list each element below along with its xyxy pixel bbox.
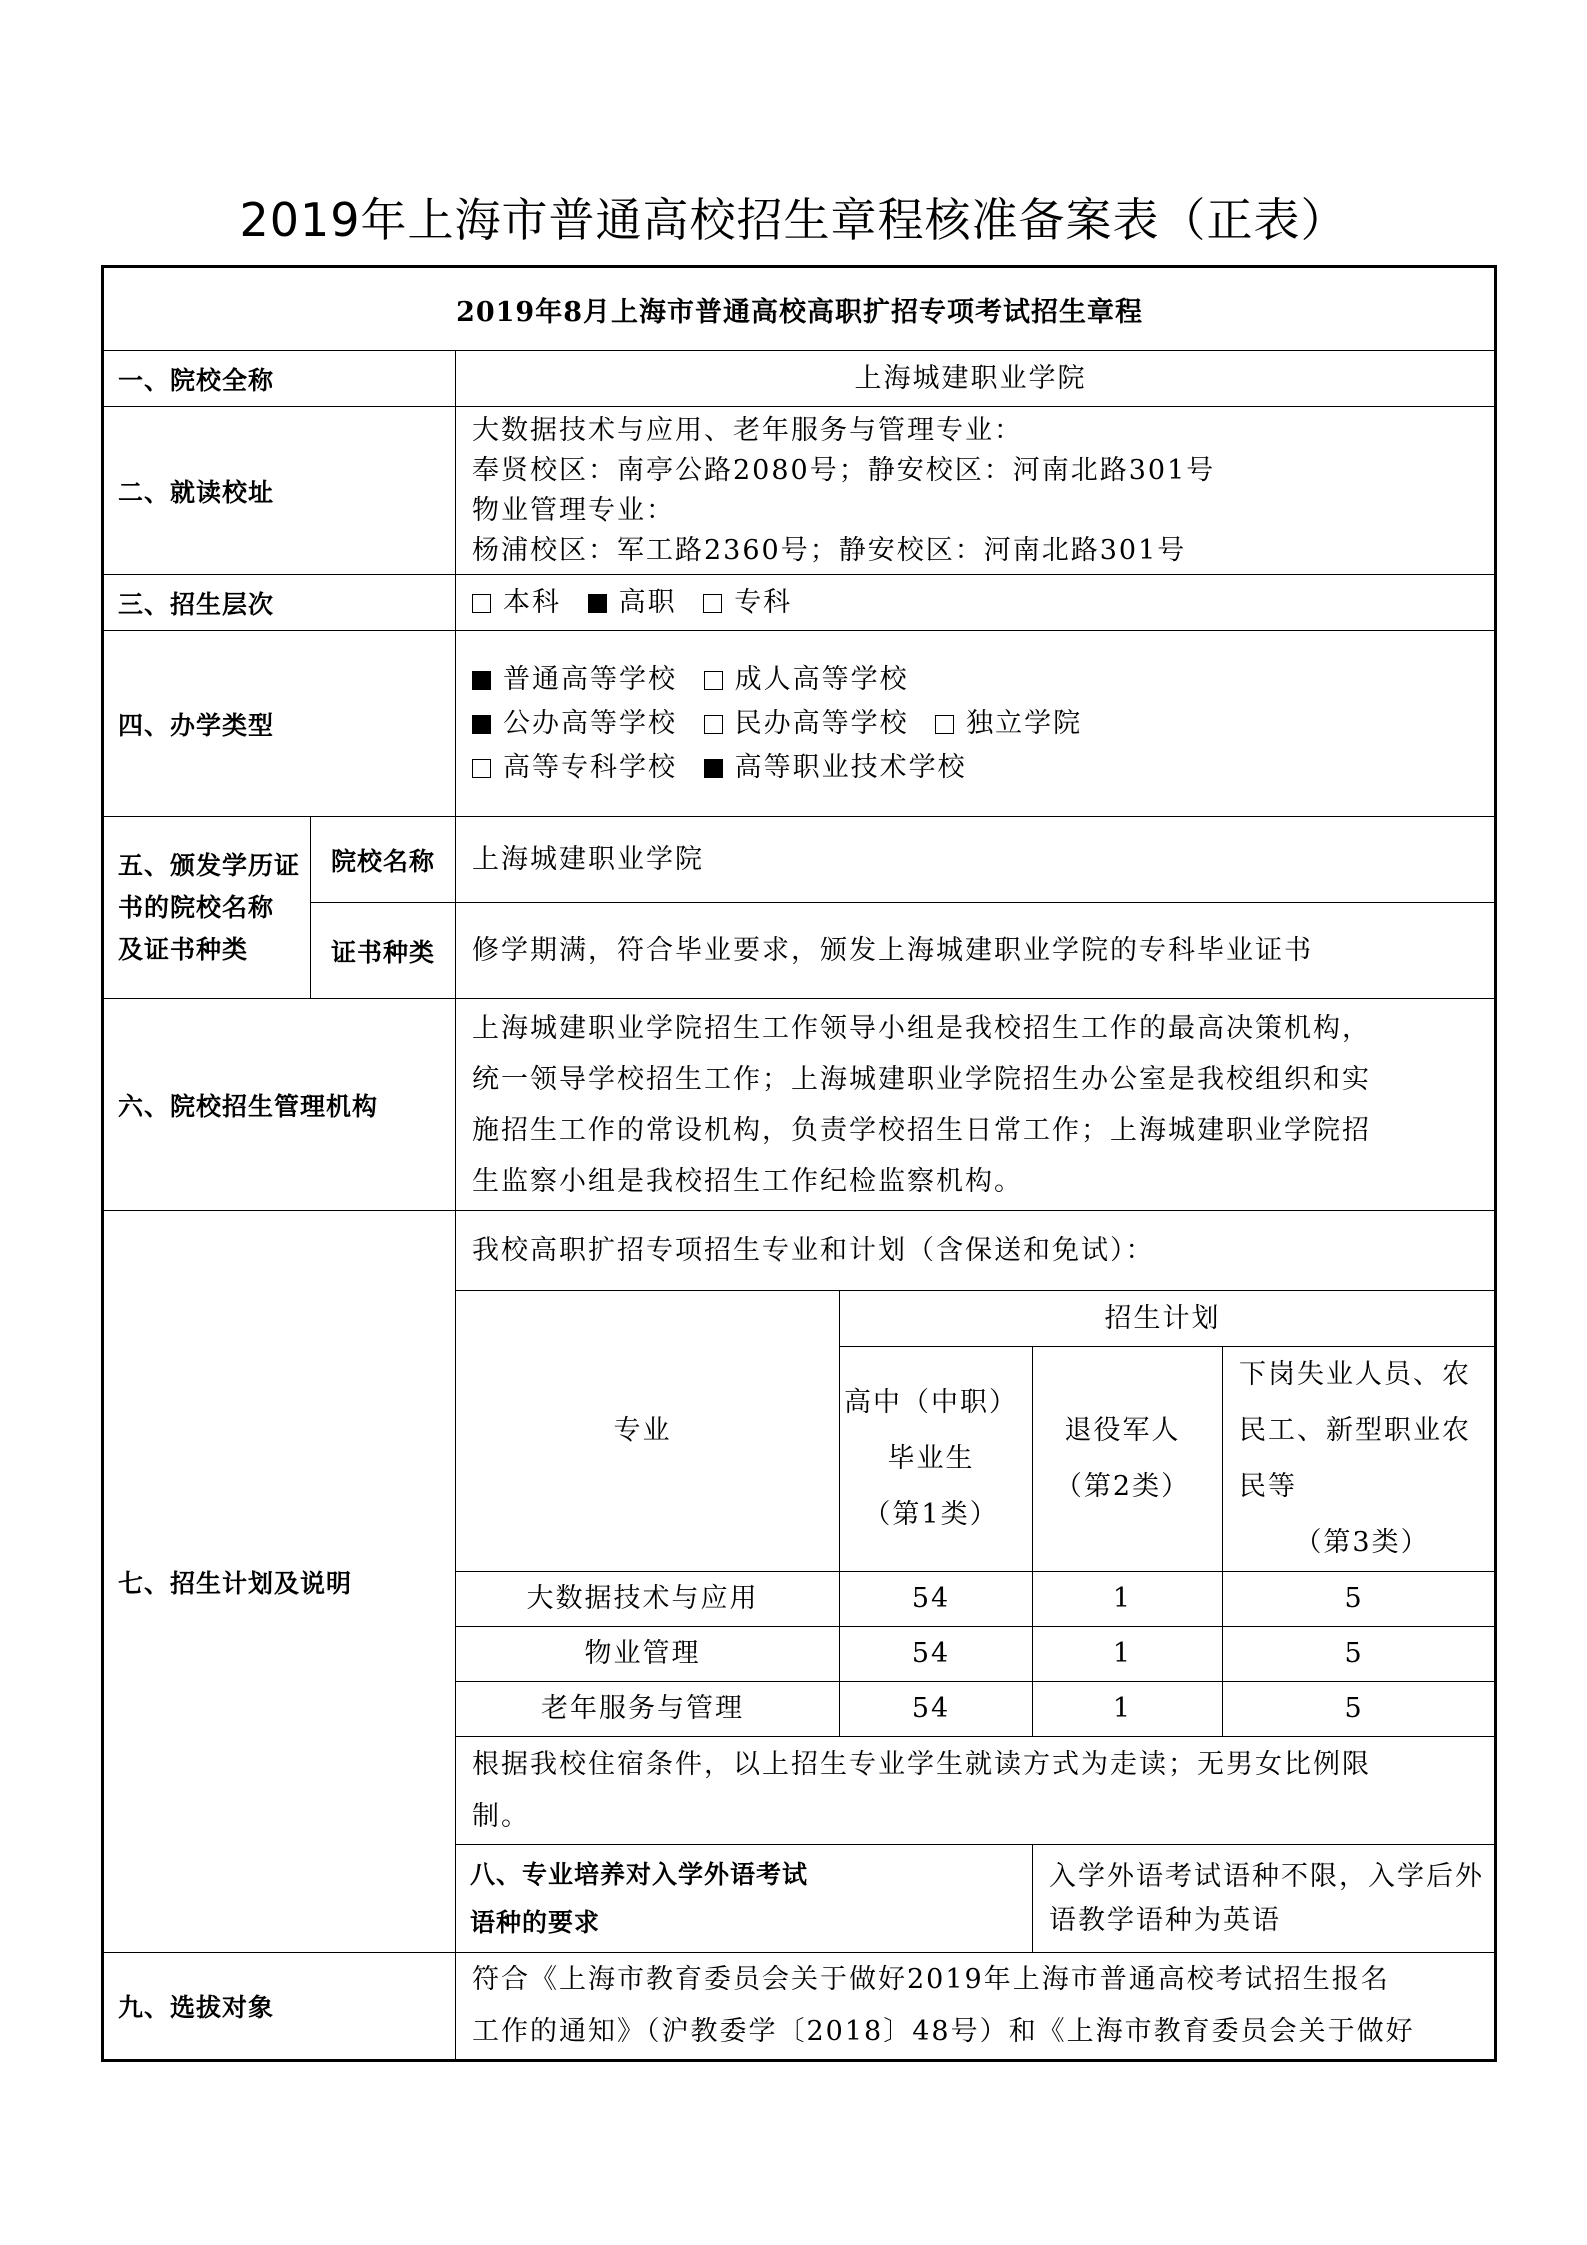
plan-count-cat2: 1 [1033, 1572, 1223, 1627]
plan-count-cat2: 1 [1033, 1627, 1223, 1682]
label-school-type: 四、办学类型 [103, 631, 456, 817]
label-line: 书的院校名称 [118, 892, 275, 922]
option-label: 成人高等学校 [734, 663, 909, 695]
header-line: （第2类） [1054, 1471, 1191, 1502]
note-line: 制。 [472, 1800, 530, 1832]
sublabel-certificate-type: 证书种类 [311, 903, 456, 999]
checkbox-independent-college[interactable] [935, 715, 954, 734]
option-label: 专科 [734, 586, 793, 618]
text-line: 统一领导学校招生工作；上海城建职业学院招生办公室是我校组织和实 [472, 1063, 1371, 1095]
header-line: 民等 [1239, 1471, 1297, 1502]
plan-col-major: 专业 [456, 1291, 840, 1572]
plan-count-cat2: 1 [1033, 1682, 1223, 1737]
header-line: （第3类） [1294, 1527, 1430, 1558]
plan-note [456, 1737, 1496, 1845]
value-foreign-language: 入学外语考试语种不限，入学后外语教学语种为英语 [1033, 1845, 1496, 1953]
sublabel-school: 院校名称 [311, 817, 456, 903]
row-campus-address [103, 407, 1496, 575]
option-label: 普通高等学校 [503, 663, 677, 695]
value-enrollment-level [456, 575, 1496, 631]
plan-count-cat1: 54 [840, 1572, 1033, 1627]
header-line: （第1类） [863, 1499, 999, 1530]
checkbox-public-higher-school[interactable] [472, 715, 491, 734]
option-label: 高等职业技术学校 [734, 751, 967, 783]
option-label: 独立学院 [966, 707, 1083, 739]
header-line: 民工、新型职业农 [1239, 1415, 1471, 1446]
row-plan-intro [103, 1211, 1496, 1291]
plan-col-category-1 [840, 1347, 1033, 1572]
plan-col-category-3 [1223, 1347, 1496, 1572]
plan-major: 物业管理 [456, 1627, 840, 1682]
address-line: 杨浦校区：军工路2360号；静安校区：河南北路301号 [472, 534, 1187, 566]
value-school-type [456, 631, 1496, 817]
option-label: 本科 [503, 586, 561, 618]
checkbox-vocational-technical-school[interactable] [704, 759, 723, 778]
checkbox-junior-college-school[interactable] [472, 759, 491, 778]
row-enrollment-level [103, 575, 1496, 631]
label-school-name: 一、院校全称 [103, 351, 456, 407]
text-line: 生监察小组是我校招生工作纪检监察机构。 [472, 1165, 1023, 1197]
plan-major: 大数据技术与应用 [456, 1572, 840, 1627]
option-label: 高职 [618, 586, 677, 618]
plan-count-cat1: 54 [840, 1682, 1033, 1737]
plan-count-cat3: 5 [1223, 1572, 1496, 1627]
plan-col-plan: 招生计划 [840, 1291, 1496, 1347]
form-header-row [103, 267, 1496, 351]
header-line: 下岗失业人员、农 [1239, 1359, 1471, 1390]
value-certificate-school: 上海城建职业学院 [456, 817, 1496, 903]
plan-count-cat1: 54 [840, 1627, 1033, 1682]
header-line: 毕业生 [887, 1443, 975, 1474]
value-school-name: 上海城建职业学院 [456, 351, 1496, 407]
checkbox-regular-higher-school[interactable] [472, 671, 491, 690]
row-certificate-type [103, 903, 1496, 999]
plan-count-cat3: 5 [1223, 1682, 1496, 1737]
header-line: 退役军人 [1064, 1415, 1181, 1446]
option-label: 高等专科学校 [503, 751, 677, 783]
text-line: 工作的通知》（沪教委学〔2018〕48号）和《上海市教育委员会关于做好 [472, 2016, 1415, 2047]
label-campus-address: 二、就读校址 [103, 407, 456, 575]
label-foreign-language [456, 1845, 1033, 1953]
value-selection-target [456, 1953, 1496, 2061]
plan-col-category-2 [1033, 1347, 1223, 1572]
plan-intro-text: 我校高职扩招专项招生专业和计划（含保送和免试）： [456, 1211, 1496, 1291]
checkbox-undergraduate[interactable] [472, 594, 491, 613]
row-school-name [103, 351, 1496, 407]
row-school-type [103, 631, 1496, 817]
option-label: 公办高等学校 [503, 707, 677, 739]
checkbox-higher-vocational[interactable] [588, 594, 607, 613]
plan-count-cat3: 5 [1223, 1627, 1496, 1682]
label-enrollment-plan: 七、招生计划及说明 [103, 1211, 456, 1953]
value-admissions-office [456, 999, 1496, 1211]
checkbox-private-higher-school[interactable] [704, 715, 723, 734]
option-label: 民办高等学校 [734, 707, 909, 739]
header-line: 高中（中职） [844, 1387, 1018, 1418]
address-line: 奉贤校区：南亭公路2080号；静安校区：河南北路301号 [472, 454, 1216, 486]
document-title: 2019年上海市普通高校招生章程核准备案表（正表） [239, 193, 1348, 247]
value-campus-address [456, 407, 1496, 575]
filing-form-table [101, 265, 1497, 2062]
checkbox-junior-college[interactable] [703, 594, 722, 613]
value-certificate-type: 修学期满，符合毕业要求，颁发上海城建职业学院的专科毕业证书 [456, 903, 1496, 999]
label-line: 五、颁发学历证 [118, 850, 301, 880]
address-line: 大数据技术与应用、老年服务与管理专业： [472, 414, 1023, 446]
text-line: 施招生工作的常设机构，负责学校招生日常工作；上海城建职业学院招 [472, 1114, 1371, 1146]
label-line: 语种的要求 [470, 1907, 601, 1937]
row-admissions-office [103, 999, 1496, 1211]
checkbox-adult-higher-school[interactable] [704, 671, 723, 690]
label-line: 及证书种类 [118, 934, 249, 964]
address-line: 物业管理专业： [472, 494, 675, 526]
row-certificate-school [103, 817, 1496, 903]
text-line: 符合《上海市教育委员会关于做好2019年上海市普通高校考试招生报名 [472, 1964, 1390, 1995]
text-line: 上海城建职业学院招生工作领导小组是我校招生工作的最高决策机构， [472, 1012, 1371, 1044]
form-subtitle: 2019年8月上海市普通高校高职扩招专项考试招生章程 [103, 267, 1496, 351]
plan-major: 老年服务与管理 [456, 1682, 840, 1737]
label-enrollment-level: 三、招生层次 [103, 575, 456, 631]
label-certificate [103, 817, 311, 999]
note-line: 根据我校住宿条件，以上招生专业学生就读方式为走读；无男女比例限 [472, 1748, 1371, 1780]
label-admissions-office: 六、院校招生管理机构 [103, 999, 456, 1211]
label-selection-target: 九、选拔对象 [103, 1953, 456, 2061]
label-line: 八、专业培养对入学外语考试 [470, 1859, 809, 1889]
row-selection-target [103, 1953, 1496, 2061]
